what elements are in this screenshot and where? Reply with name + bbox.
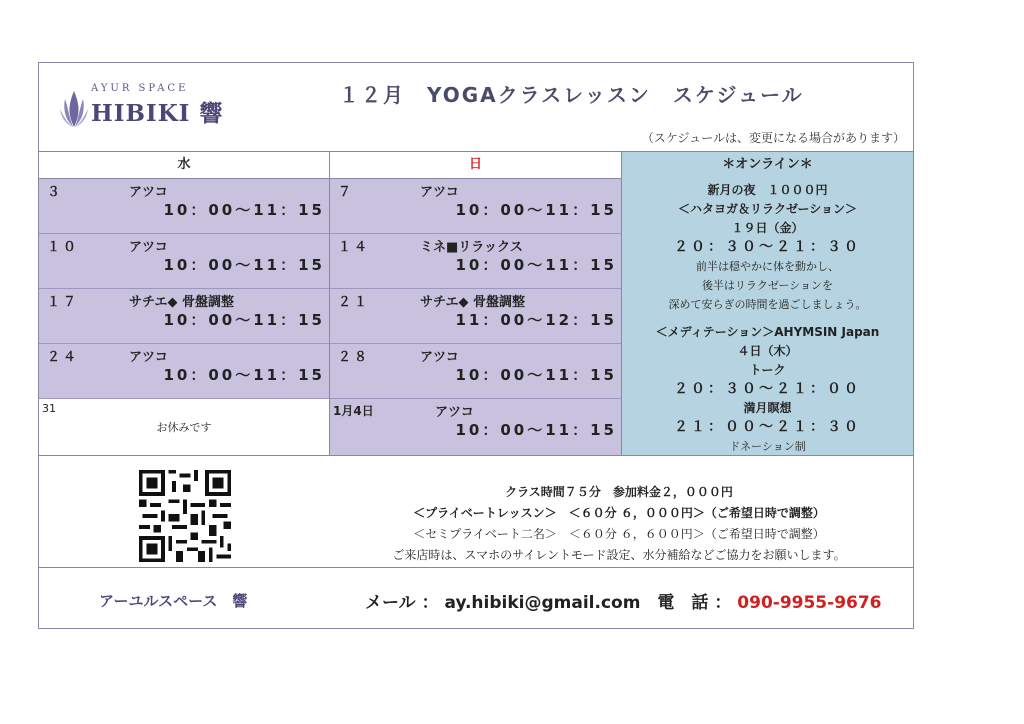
page-title: １２月 YOGAクラスレッスン スケジュール [339,83,804,107]
header [39,63,913,151]
donation-note: ドネーション制 [729,440,806,453]
schedule-cell [39,234,329,289]
schedule-cell [330,289,621,344]
cell-date: 1月4日 [333,404,374,418]
meditation-title: ＜メディテーション＞AHYMSIN Japan [655,325,880,339]
talk-label: トーク [749,363,786,377]
class-duration-fee: クラス時間７５分 参加料金２，０００円 [505,485,733,499]
tel-label: 電 話 ： [640,593,738,613]
meditation-date: ４日（木） [737,344,798,358]
cell-time: 10：00～11：15 [455,201,617,219]
mail-label: メール ： [365,593,445,613]
wednesday-column [39,152,330,456]
online-column [622,152,913,456]
cell-time: 10：00～11：15 [163,366,325,384]
visit-notice: ご来店時は、スマホのサイレントモード設定、水分補給などご協力をお願いします。 [392,548,846,562]
mail-link[interactable]: ay.hibiki@gmail.com [444,593,641,613]
cell-instructor: アツコ [420,185,459,200]
schedule-cell-closed [39,399,329,456]
wednesday-heading: 水 [39,152,329,179]
closed-text: お休みです [156,421,212,434]
online-date: １９日（金） [731,221,804,235]
private-lesson: ＜プライベートレッスン＞ ＜６０分 ６，０００円＞（ご希望日時で調整） [413,506,825,520]
shop-name: アーユルスペース 響 [99,592,248,610]
cell-instructor: アツコ [129,350,168,365]
phone-link[interactable]: 090-9955-9676 [737,593,882,613]
schedule-grid [39,151,913,456]
cell-instructor: アツコ [420,350,459,365]
cell-date: １０ [47,240,80,255]
info-section [39,455,913,568]
qr-code-icon[interactable] [139,470,231,562]
fullmoon-time: ２１：００～２１：３０ [674,419,861,435]
cell-time: 10：00～11：15 [455,256,617,274]
schedule-cell [39,289,329,344]
footer [39,567,913,629]
online-description: 深めて安らぎの時間を過ごしましょう。 [668,298,867,311]
cell-instructor: アツコ [129,240,168,255]
cell-date: ２８ [338,350,371,365]
cell-date: １７ [47,295,80,310]
cell-instructor: アツコ [435,405,474,420]
cell-instructor: サチエ◆ 骨盤調整 [420,295,526,310]
contact-info [365,588,882,613]
fullmoon-label: 満月瞑想 [743,401,792,415]
cell-date: ２４ [47,350,80,365]
info-lines [339,482,899,566]
online-details [622,178,913,456]
cell-date: ７ [338,185,355,200]
schedule-cell [330,399,621,456]
schedule-frame [38,62,914,629]
online-heading: ＊オンライン＊ [622,152,913,178]
semi-private-lesson: ＜セミプライベート二名＞ ＜６０分 ６，６００円＞（ご希望日時で調整） [413,527,825,541]
lotus-flame-icon [59,89,89,129]
cell-time: 10：00～11：15 [163,201,325,219]
cell-instructor: アツコ [129,185,168,200]
schedule-cell [330,234,621,289]
sunday-heading: 日 [330,152,621,179]
schedule-notice: （スケジュールは、変更になる場合があります） [641,131,905,145]
talk-time: ２０：３０～２１：００ [674,381,861,397]
cell-date: 31 [42,402,56,415]
logo [59,83,239,139]
online-time: ２０：３０～２１：３０ [674,239,861,255]
online-class-name: ＜ハタヨガ＆リラクゼーション＞ [677,202,858,216]
cell-instructor: ミネ■リラックス [420,240,523,255]
cell-time: 10：00～11：15 [455,366,617,384]
cell-time: 11：00～12：15 [455,311,617,329]
cell-date: ３ [47,185,64,200]
logo-main-text: HIBIKI 響 [91,100,224,127]
schedule-cell [330,179,621,234]
cell-time: 10：00～11：15 [163,256,325,274]
cell-date: １４ [338,240,371,255]
cell-instructor: サチエ◆ 骨盤調整 [129,295,235,310]
cell-time: 10：00～11：15 [455,421,617,439]
cell-time: 10：00～11：15 [163,311,325,329]
online-description: 前半は穏やかに体を動かし、 [696,260,839,273]
logo-top-text: AYUR SPACE [91,83,189,94]
online-description: 後半はリラクゼーションを [701,279,834,292]
cell-date: ２１ [338,295,371,310]
online-newmoon-price: 新月の夜 １０００円 [707,183,828,197]
schedule-cell [39,344,329,399]
schedule-cell [330,344,621,399]
schedule-cell [39,179,329,234]
sunday-column [330,152,622,456]
